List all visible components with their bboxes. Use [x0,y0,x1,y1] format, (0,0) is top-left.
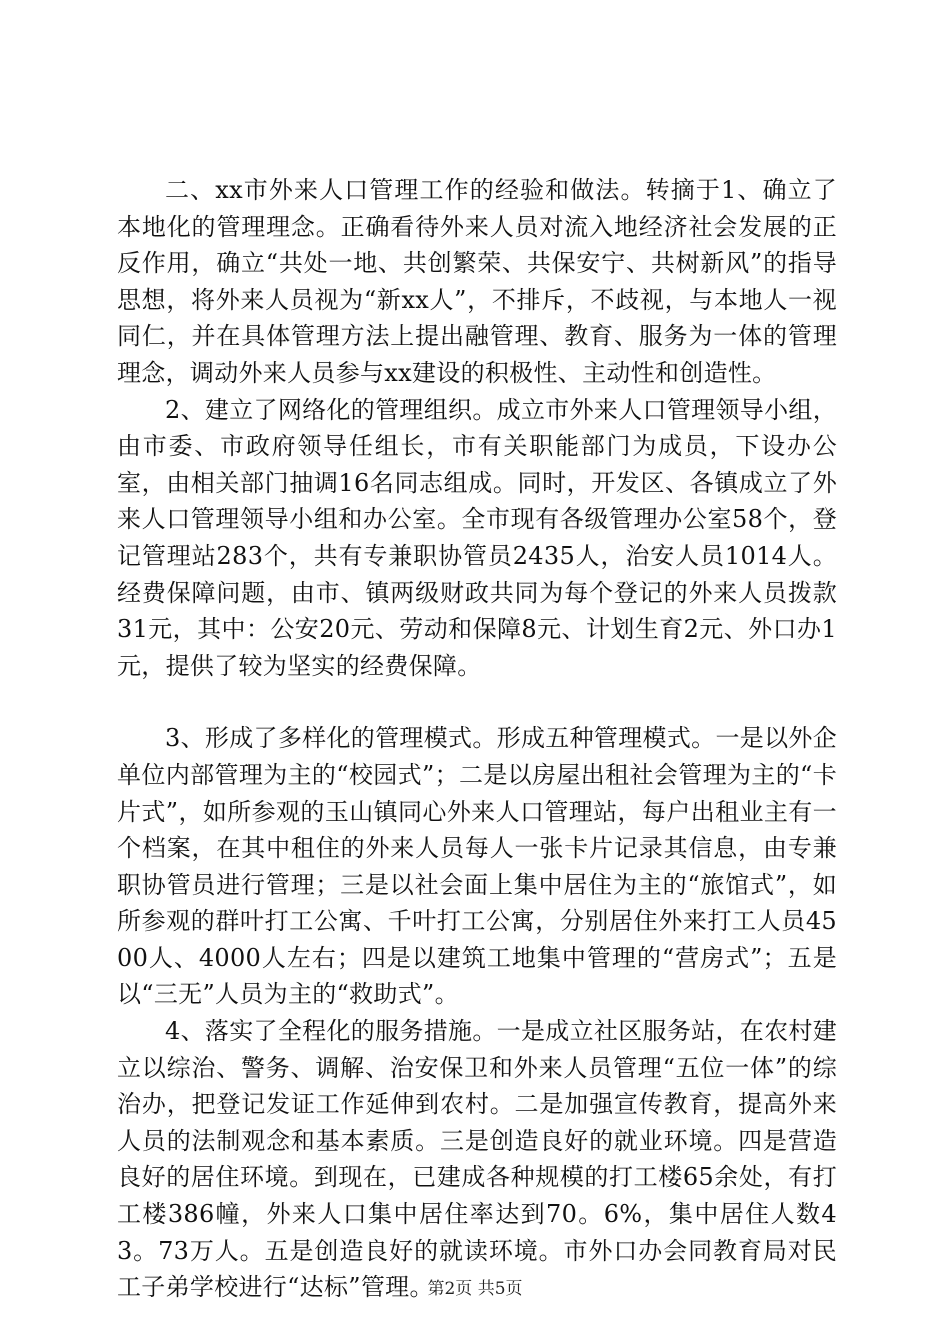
paragraph-experience-overview: 二、xx市外来人口管理工作的经验和做法。转摘于1、确立了本地化的管理理念。正确看待外来人员对流入地经济社会发展的正反作用，确立“共处一地、共创繁荣、共保安宁、共树新风”的指导思想，将外来人员视为“新xx人”，不排斥，不歧视，与本地人一视同仁，并在具体管理方法上提出融管理、教育、服务为一体的管理理念，调动外来人员参与xx建设的积极性、主动性和创造性。 [117,176,837,387]
page-number-footer: 第2页 共5页 [427,1279,523,1299]
paragraph-management-modes: 3、形成了多样化的管理模式。形成五种管理模式。一是以外企单位内部管理为主的“校园式”；二是以房屋出租社会管理为主的“卡片式”，如所参观的玉山镇同心外来人口管理站，每户出租业主有一个档案，在其中租住的外来人员每人一张卡片记录其信息，由专兼职协管员进行管理；三是以社会面上集中居住为主的“旅馆式”，如所参观的群叶打工公寓、千叶打工公寓，分别居住外来打工人员4500人、4000人左右；四是以建筑工地集中管理的“营房式”；五是以“三无”人员为主的“救助式”。 [117,724,837,1009]
paragraph-service-measures: 4、落实了全程化的服务措施。一是成立社区服务站，在农村建立以综治、警务、调解、治安保卫和外来人员管理“五位一体”的综治办，把登记发证工作延伸到农村。二是加强宣传教育，提高外来人员的法制观念和基本素质。三是创造良好的就业环境。四是营造良好的居住环境。到现在，已建成各种规模的打工楼65余处，有打工楼386幢，外来人口集中居住率达到70。6%，集中居住人数43。73万人。五是创造良好的就读环境。市外口办会同教育局对民工子弟学校进行“达标”管理。 [117,1017,837,1302]
document-body [117,172,837,1306]
paragraph-management-organization: 2、建立了网络化的管理组织。成立市外来人口管理领导小组，由市委、市政府领导任组长，市有关职能部门为成员，下设办公室，由相关部门抽调16名同志组成。同时，开发区、各镇成立了外来人口管理领导小组和办公室。全市现有各级管理办公室58个，登记管理站283个，共有专兼职协管员2435人，治安人员1014人。经费保障问题，由市、镇两级财政共同为每个登记的外来人员拨款31元，其中：公安20元、劳动和保障8元、计划生育2元、外口办1元，提供了较为坚实的经费保障。 [117,395,837,680]
